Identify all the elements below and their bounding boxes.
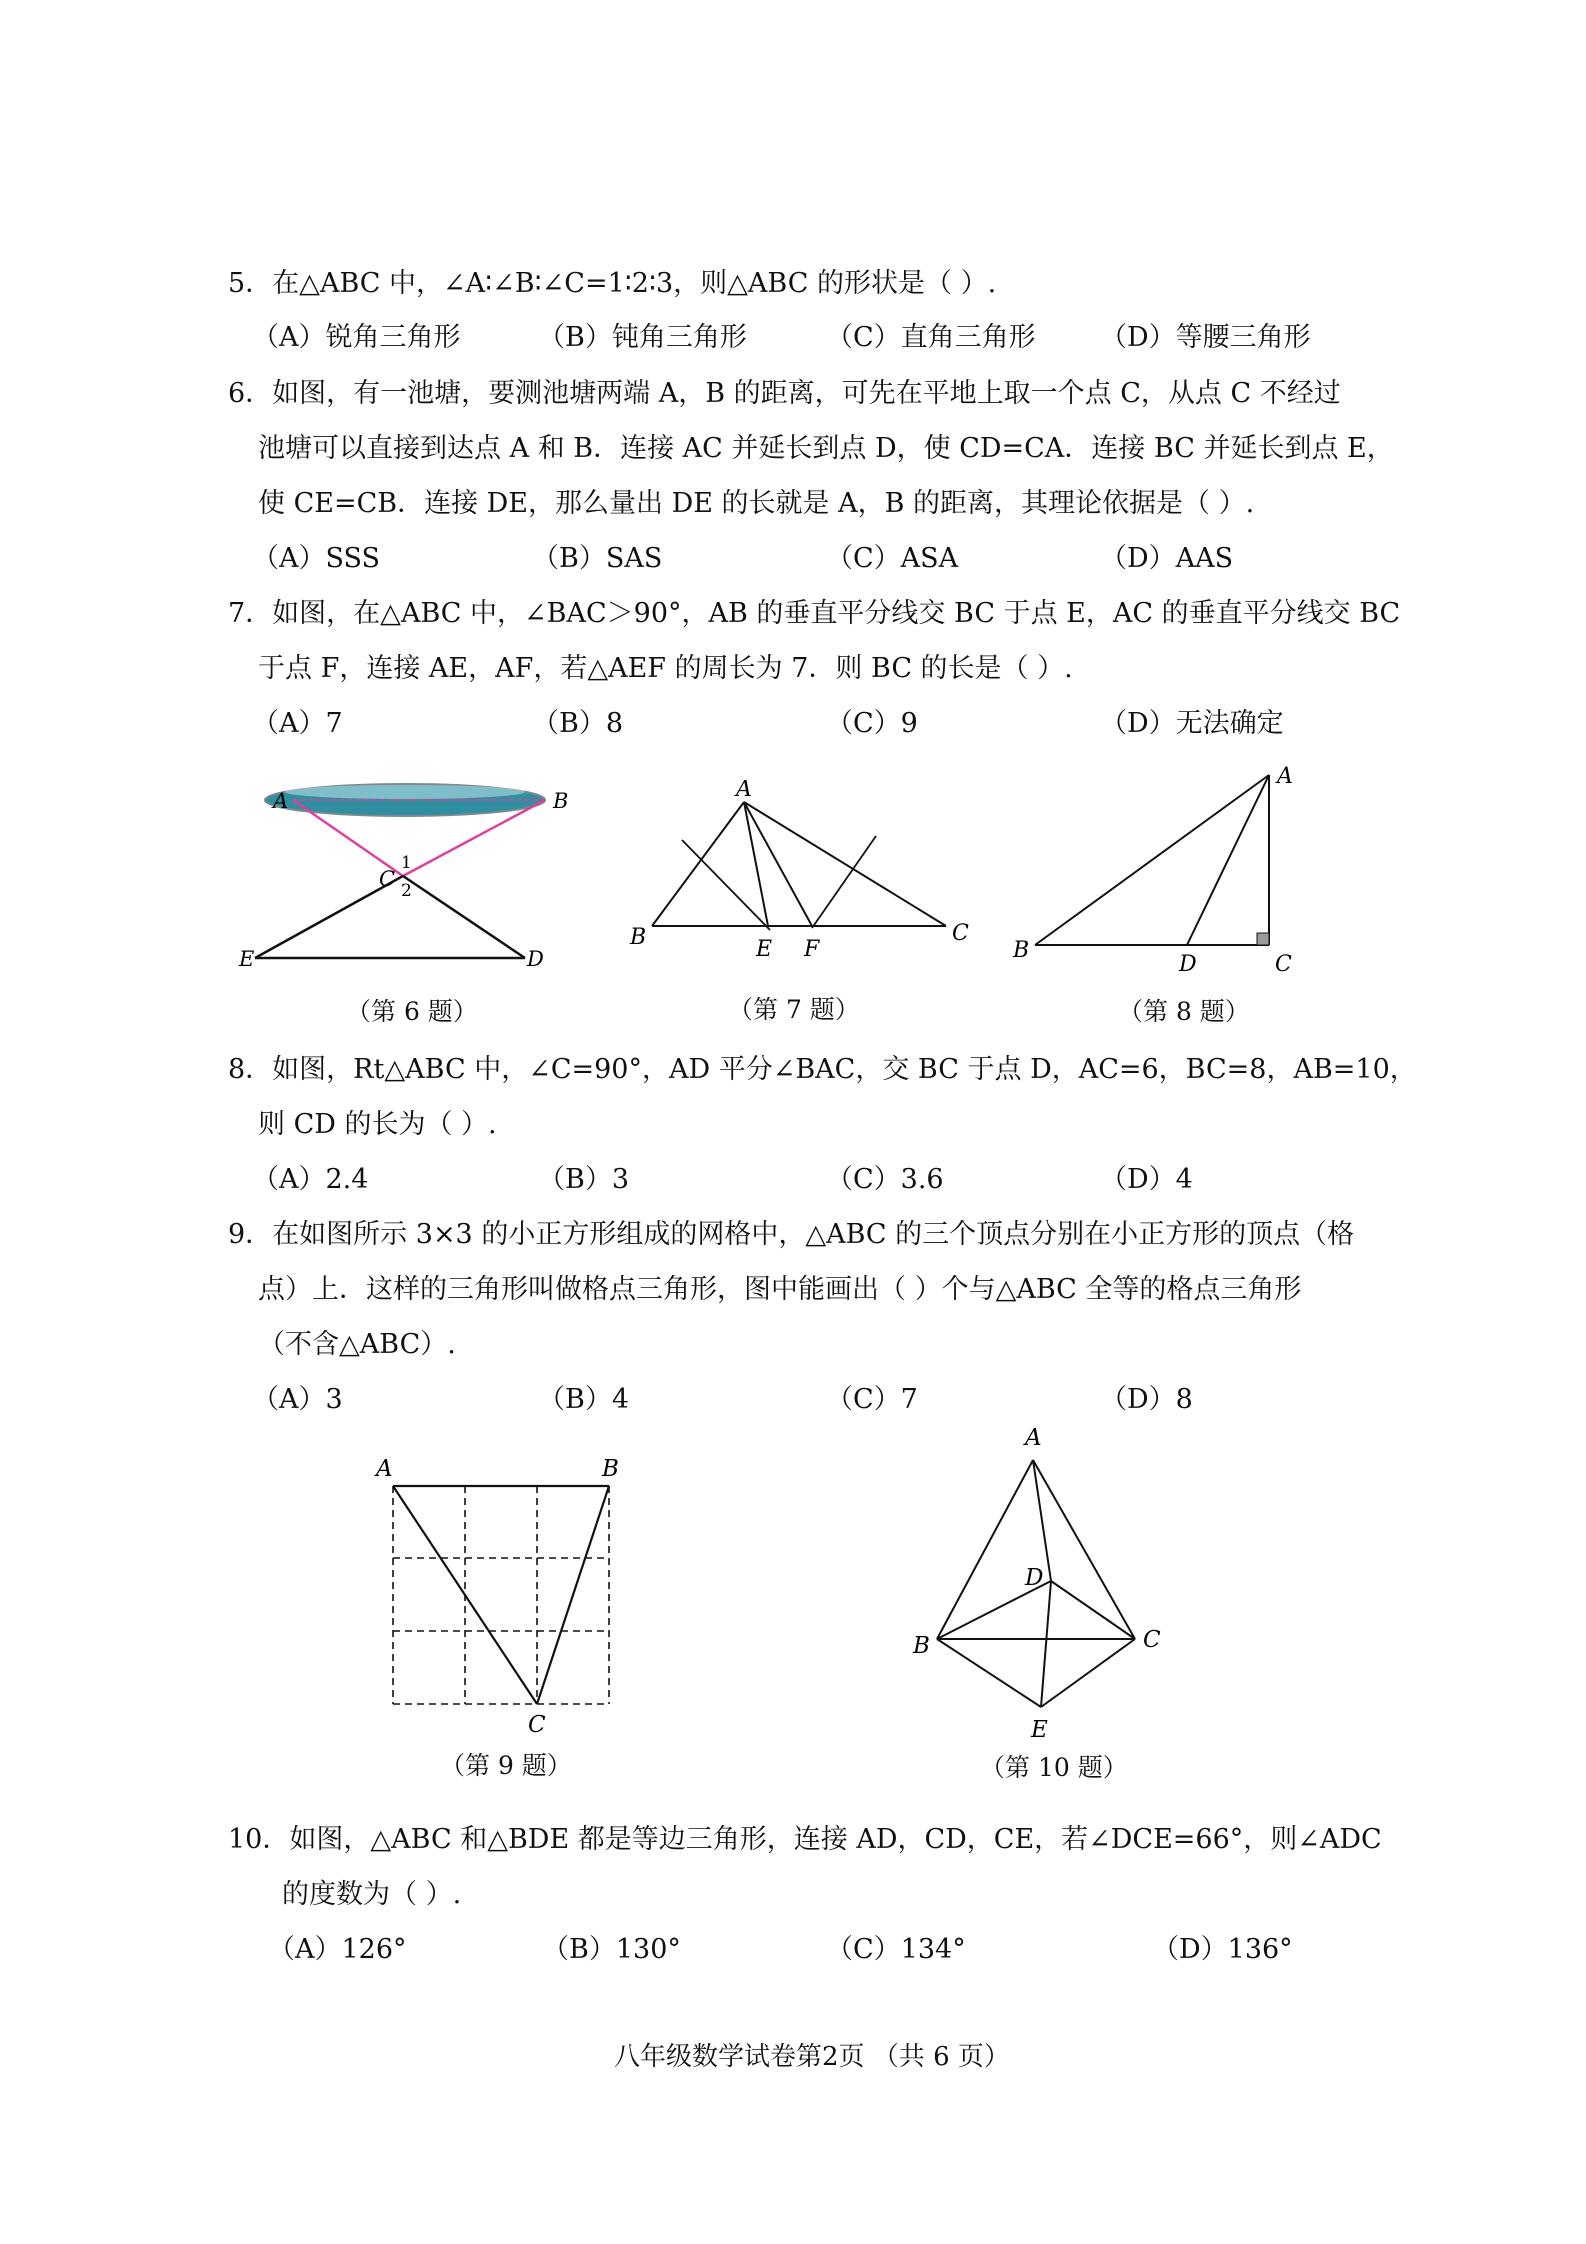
fig8-label-b: B (1013, 938, 1030, 963)
segment-ab (937, 1460, 1033, 1639)
q7-option-c: （C）9 (826, 708, 918, 739)
fig6-label-c: C (379, 867, 396, 891)
q5-option-c: （C）直角三角形 (826, 322, 1036, 353)
q10-option-a: （A）126° (268, 1934, 407, 1965)
q10-option-d: （D）136° (1152, 1934, 1293, 1965)
fig9-label-a: A (376, 1456, 393, 1482)
q8-option-d: （D）4 (1100, 1164, 1193, 1195)
page-footer: 八年级数学试卷第2页 （共 6 页） (614, 2042, 1010, 2072)
fig7-caption: （第 7 题） (728, 995, 860, 1024)
q5-stem: 5．在△ABC 中，∠A∶∠B∶∠C=1∶2∶3，则△ABC 的形状是（ ）. (228, 268, 997, 299)
q9-option-c: （C）7 (826, 1384, 918, 1415)
fig6-caption: （第 6 题） (346, 997, 478, 1026)
q5-option-b: （B）钝角三角形 (538, 322, 747, 353)
q7-stem-line-2: 于点 F，连接 AE，AF，若△AEF 的周长为 7．则 BC 的长是（ ）. (258, 653, 1073, 684)
fig9-caption: （第 9 题） (440, 1751, 572, 1780)
q10-option-b: （B）130° (542, 1934, 681, 1965)
segment-ce (1041, 1639, 1135, 1707)
q7-option-d: （D）无法确定 (1100, 708, 1284, 739)
fig6-label-b: B (553, 789, 569, 813)
q7-stem-line-1: 7．如图，在△ABC 中，∠BAC＞90°，AB 的垂直平分线交 BC 于点 E，AC 的垂直平分线交 BC (228, 598, 1401, 629)
q9-stem-line-3: （不含△ABC）. (258, 1329, 456, 1360)
fig7-label-b: B (630, 925, 647, 950)
fig9-label-c: C (528, 1712, 546, 1738)
fig10-label-d: D (1025, 1565, 1044, 1591)
fig8-caption: （第 8 题） (1118, 997, 1250, 1026)
figure-9-grid (360, 1450, 660, 1750)
q6-option-c: （C）ASA (826, 543, 959, 574)
perp-bisector-ab (682, 840, 770, 930)
fig10-caption: （第 10 题） (980, 1753, 1128, 1782)
fig8-label-d: D (1179, 952, 1197, 977)
q9-option-a: （A）3 (252, 1384, 343, 1415)
figure-10 (895, 1425, 1185, 1745)
figure-6-pond (235, 770, 575, 980)
q9-option-b: （B）4 (538, 1384, 630, 1415)
fig6-label-d: D (527, 947, 544, 971)
fig6-angle-2: 2 (401, 881, 412, 901)
grid-dashed-lines (393, 1486, 609, 1704)
segment-de (1041, 1581, 1051, 1707)
fig10-label-b: B (913, 1633, 930, 1659)
q7-option-b: （B）8 (532, 708, 624, 739)
segment-be (937, 1639, 1041, 1707)
q8-stem-line-1: 8．如图，Rt△ABC 中，∠C=90°，AD 平分∠BAC，交 BC 于点 D，AC=6，BC=8，AB=10， (228, 1054, 1417, 1085)
fig8-label-c: C (1275, 952, 1292, 977)
segment-ba (652, 802, 744, 926)
q7-option-a: （A）7 (252, 708, 343, 739)
fig7-label-f: F (804, 937, 820, 962)
fig7-label-a: A (736, 780, 752, 802)
q9-option-d: （D）8 (1100, 1384, 1193, 1415)
q9-stem-line-2: 点）上．这样的三角形叫做格点三角形，图中能画出（ ）个与△ABC 全等的格点三角形 (258, 1274, 1302, 1305)
fig6-label-a: A (273, 789, 289, 813)
segment-cd (403, 876, 525, 958)
q6-stem-line-3: 使 CE=CB．连接 DE，那么量出 DE 的长就是 A，B 的距离，其理论依据是（ ）. (258, 488, 1255, 519)
q9-stem-line-1: 9．在如图所示 3×3 的小正方形组成的网格中，△ABC 的三个顶点分别在小正方形的顶点（格 (228, 1219, 1355, 1250)
segment-bc (537, 1486, 609, 1704)
q5-option-d: （D）等腰三角形 (1100, 322, 1311, 353)
q6-option-d: （D）AAS (1100, 543, 1234, 574)
fig10-label-e: E (1031, 1717, 1048, 1743)
q10-stem-line-1: 10．如图，△ABC 和△BDE 都是等边三角形，连接 AD，CD，CE，若∠DCE=66°，则∠ADC (228, 1824, 1382, 1855)
segment-dc (1051, 1581, 1135, 1639)
q6-option-a: （A）SSS (252, 543, 381, 574)
q8-option-b: （B）3 (538, 1164, 630, 1195)
fig7-label-e: E (756, 937, 773, 962)
q8-option-c: （C）3.6 (826, 1164, 944, 1195)
figure-8 (1005, 765, 1315, 980)
segment-ac (744, 802, 946, 926)
q6-stem-line-1: 6．如图，有一池塘，要测池塘两端 A，B 的距离，可先在平地上取一个点 C，从点 C 不经过 (228, 378, 1341, 409)
fig6-angle-1: 1 (401, 853, 412, 873)
segment-af (744, 802, 812, 926)
fig6-label-e: E (239, 947, 255, 971)
q6-option-b: （B）SAS (532, 543, 663, 574)
fig7-label-c: C (952, 921, 969, 946)
fig8-label-a: A (1277, 765, 1293, 789)
q5-option-a: （A）锐角三角形 (252, 322, 461, 353)
segment-ba (1035, 775, 1269, 945)
segment-ad (1187, 775, 1269, 945)
right-angle-mark (1257, 933, 1269, 945)
q8-option-a: （A）2.4 (252, 1164, 369, 1195)
q6-stem-line-2: 池塘可以直接到达点 A 和 B．连接 AC 并延长到点 D，使 CD=CA．连接 BC 并延长到点 E， (258, 433, 1394, 464)
fig10-label-a: A (1025, 1425, 1042, 1451)
q8-stem-line-2: 则 CD 的长为（ ）. (258, 1109, 497, 1140)
segment-ad (1033, 1460, 1051, 1581)
figure-7 (620, 780, 990, 980)
fig9-label-b: B (602, 1456, 619, 1482)
pond-highlight (285, 785, 525, 799)
q10-stem-line-2: 的度数为（ ）. (282, 1879, 462, 1910)
q10-option-c: （C）134° (826, 1934, 966, 1965)
fig10-label-c: C (1143, 1627, 1161, 1653)
